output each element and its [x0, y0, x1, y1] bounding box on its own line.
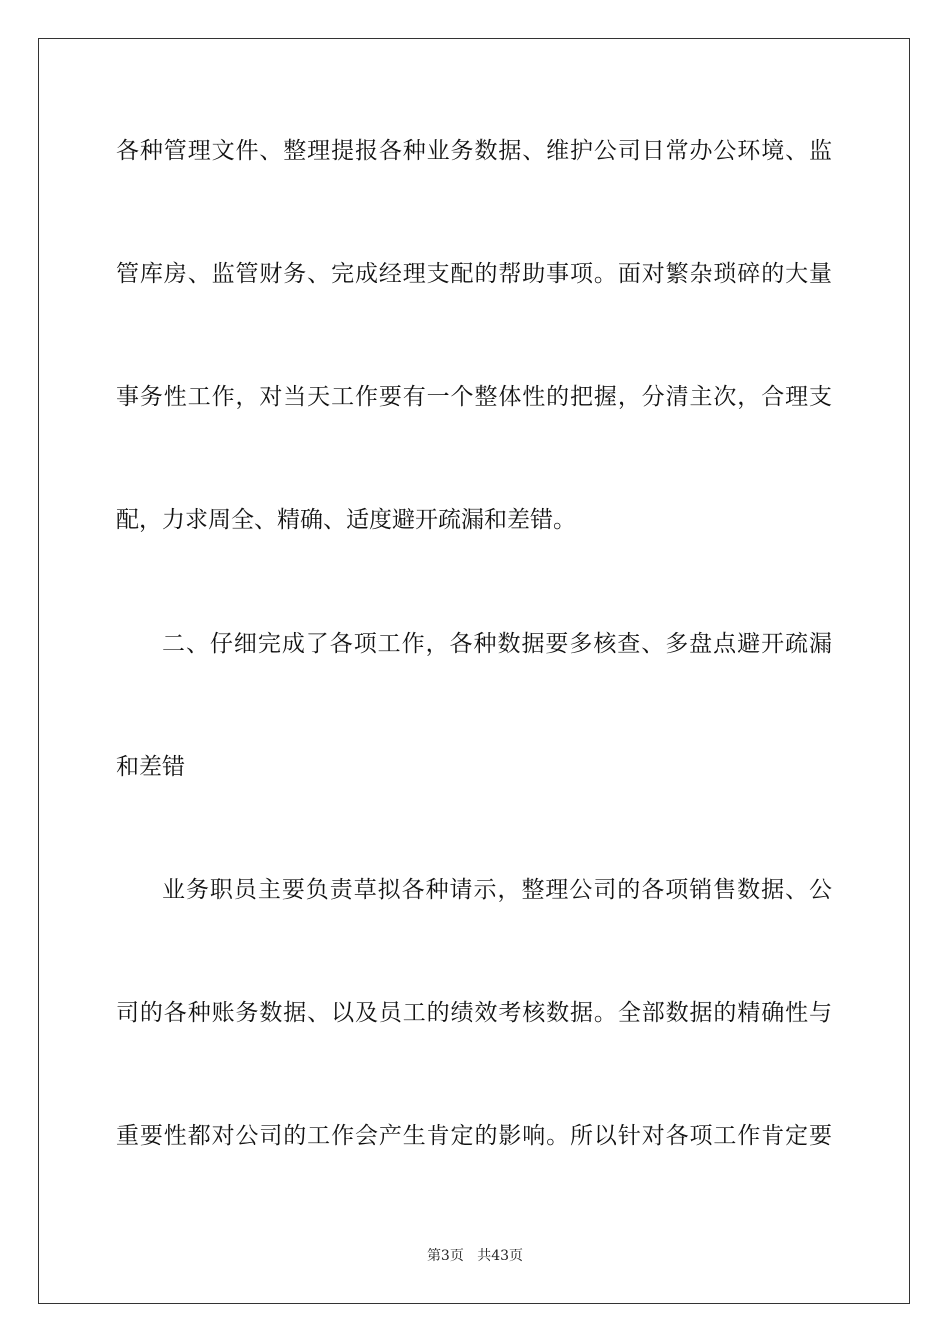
paragraph-line-1: 各种管理文件、整理提报各种业务数据、维护公司日常办公环境、监	[116, 138, 832, 164]
paragraph-line-7: 重要性都对公司的工作会产生肯定的影响。所以针对各项工作肯定要	[116, 1123, 832, 1149]
page-footer	[0, 1246, 950, 1266]
paragraph-line-2: 管库房、监管财务、完成经理支配的帮助事项。面对繁杂琐碎的大量	[116, 261, 832, 287]
page-border	[38, 38, 910, 1304]
page-number: 第3页	[426, 1248, 464, 1264]
section-heading-line-1: 二、仔细完成了各项工作，各种数据要多核查、多盘点避开疏漏	[162, 631, 832, 657]
paragraph-line-6: 司的各种账务数据、以及员工的绩效考核数据。全部数据的精确性与	[116, 1000, 832, 1026]
paragraph-line-5: 业务职员主要负责草拟各种请示，整理公司的各项销售数据、公	[162, 877, 832, 903]
paragraph-line-3: 事务性工作，对当天工作要有一个整体性的把握，分清主次，合理支	[116, 384, 832, 410]
paragraph-line-4: 配，力求周全、精确、适度避开疏漏和差错。	[116, 507, 576, 533]
section-heading-line-2: 和差错	[116, 754, 185, 780]
page-total: 共43页	[477, 1248, 524, 1264]
